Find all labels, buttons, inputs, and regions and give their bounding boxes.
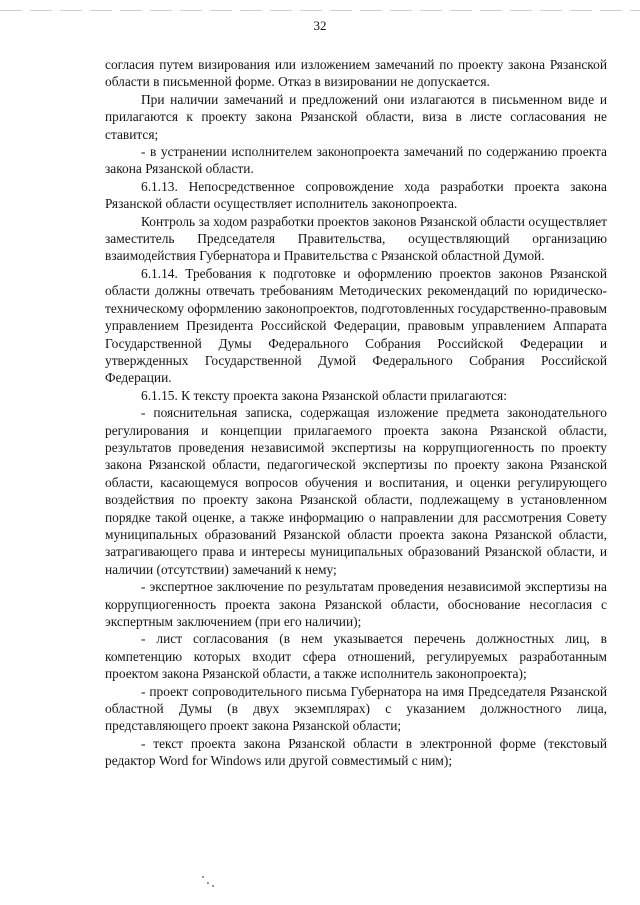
paragraph: При наличии замечаний и предложений они излагаются в письменном виде и прилагаются к проекту закона Рязанской области, виза в листе согласования не ставится; [105, 91, 607, 142]
document-body [105, 56, 607, 770]
list-item: - проект сопроводительного письма Губернатора на имя Председателя Рязанской областной Думы (в двух экземплярах) с указанием должностного лица, представляющего проект закона Рязанской области; [105, 683, 607, 734]
list-item: - текст проекта закона Рязанской области в электронной форме (текстовый редактор Word for Windows или другой совместимый с ним); [105, 735, 607, 769]
list-item: - в устранении исполнителем законопроекта замечаний по содержанию проекта закона Рязанской области. [105, 144, 607, 177]
list-item: - лист согласования (в нем указывается перечень должностных лиц, в компетенцию которых входит сфера отношений, регулируемых разработанным проектом закона Рязанской области, а также исполнитель законопроекта); [105, 631, 607, 682]
scan-specks [198, 874, 228, 888]
paragraph: Контроль за ходом разработки проектов законов Рязанской области осуществляет заместитель Председателя Правительства, осуществляющий организацию взаимодействия Губернатора и Правительства с Рязанской областной Думой. [105, 213, 607, 264]
list-item: - пояснительная записка, содержащая изложение предмета законодательного регулирования и концепции прилагаемого проекта закона Рязанской области, результатов проведения независимой экспертизы на коррупциогенность по проекту закона Рязанской области, педагогической экспертизы по проекту закона Рязанской области, касающемуся вопросов обучения и воспитания, и оценки регулирующего воздействия по проекту закона Рязанской области, подлежащему в установленном порядке такой оценке, а также информацию о направлении для рассмотрения Совету муниципальных образований Рязанской области проекта закона Рязанской области, затрагивающего права и интересы муниципальных образований Рязанской области, и наличии (отсутствии) замечаний к нему; [105, 405, 607, 577]
section-6-1-15: 6.1.15. К тексту проекта закона Рязанской области прилагаются: [141, 387, 507, 403]
list-item: - экспертное заключение по результатам проведения независимой экспертизы на коррупциогенность проекта закона Рязанской области, обоснование несогласия с экспертным заключением (при его наличии); [105, 579, 607, 629]
page-number: 32 [313, 18, 327, 33]
paragraph: согласия путем визирования или изложением замечаний по проекту закона Рязанской области в письменной форме. Отказ в визировании не допускается. [105, 57, 607, 90]
scan-edge-artifact [0, 10, 640, 11]
section-6-1-13: 6.1.13. Непосредственное сопровождение хода разработки проекта закона Рязанской области осуществляет исполнитель законопроекта. [105, 178, 607, 212]
section-6-1-14: 6.1.14. Требования к подготовке и оформлению проектов законов Рязанской области должны отвечать требованиям Методических рекомендаций по юридическо-техническому оформлению законопроектов, подготовленных государственно-правовым управлением Президента Российской Федерации, правовым управлением Аппарата Государственной Думы Федерального Собрания Российской Федерации и утвержденных Государственной Думой Федерального Собрания Российской Федерации. [105, 265, 607, 386]
